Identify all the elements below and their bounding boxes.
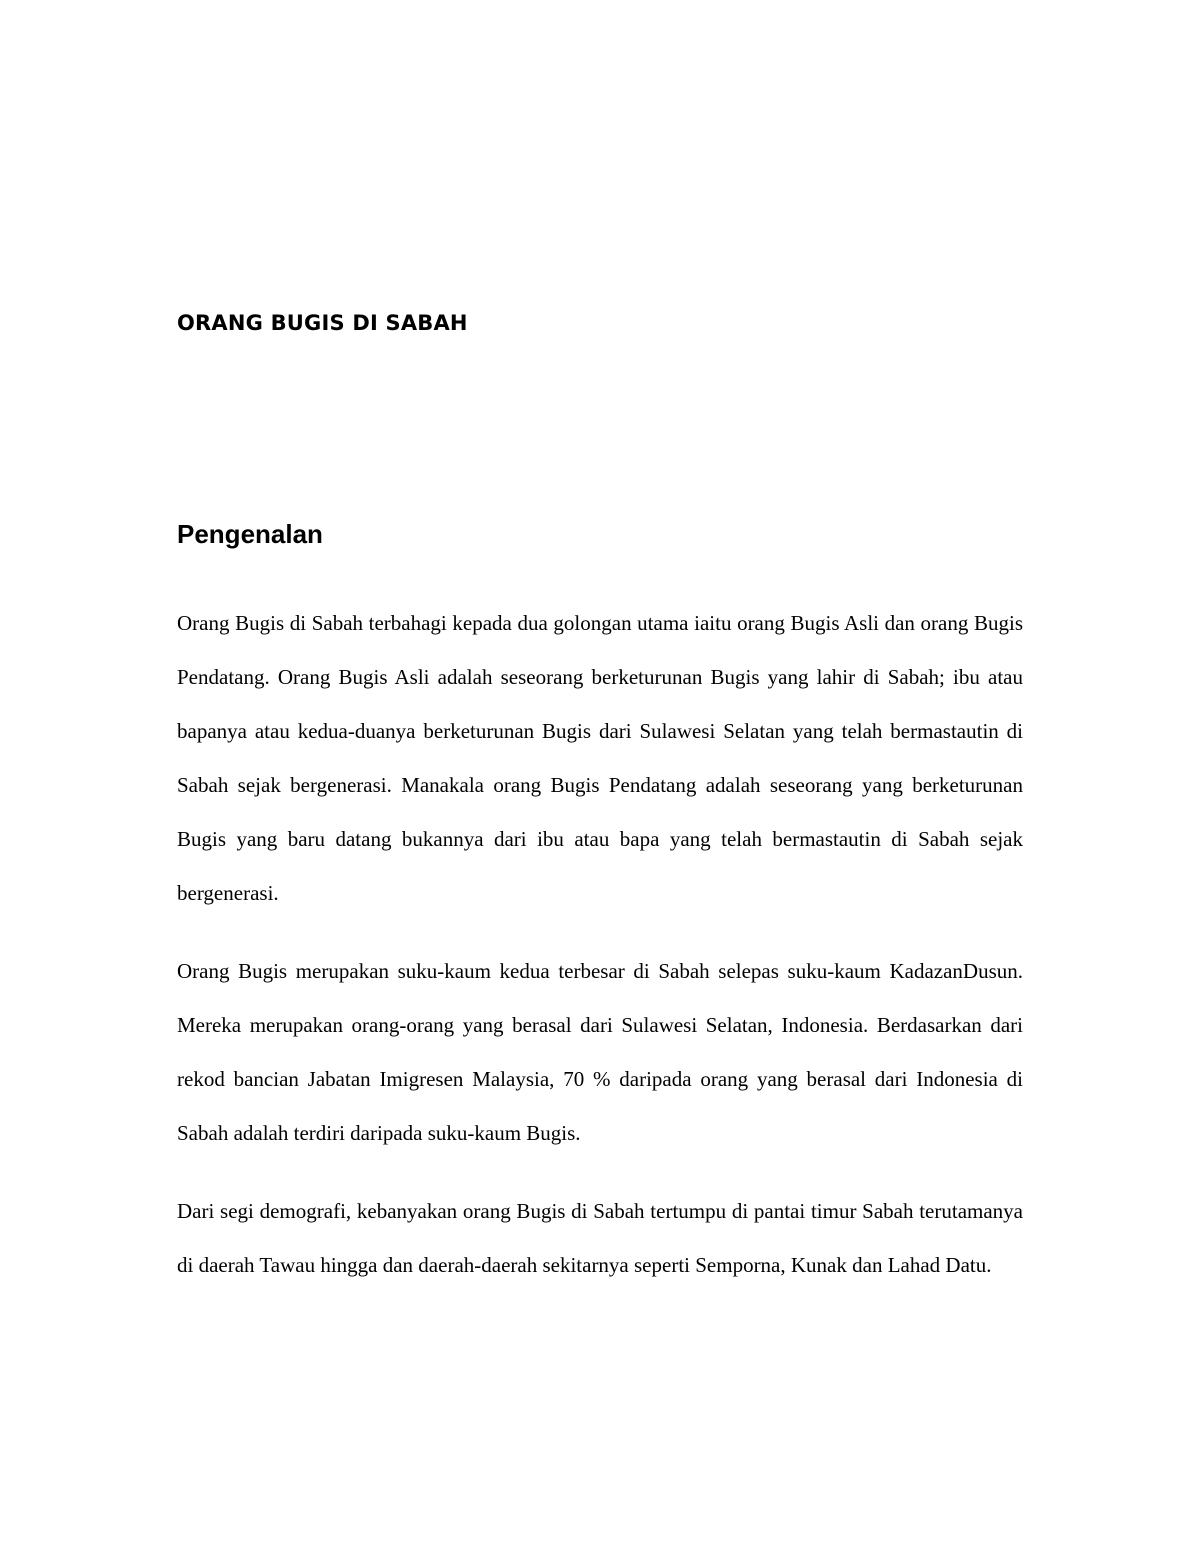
document-title: ORANG BUGIS DI SABAH [177, 311, 468, 335]
body-text [177, 596, 1023, 1316]
paragraph-3: Dari segi demografi, kebanyakan orang Bugis di Sabah tertumpu di pantai timur Sabah terutamanya di daerah Tawau hingga dan daerah-daerah sekitarnya seperti Semporna, Kunak dan Lahad Datu. [177, 1199, 1023, 1277]
section-heading: Pengenalan [177, 519, 323, 549]
paragraph-2: Orang Bugis merupakan suku-kaum kedua terbesar di Sabah selepas suku-kaum KadazanDusun. Mereka merupakan orang-orang yang berasal dari Sulawesi Selatan, Indonesia. Berdasarkan dari rekod bancian Jabatan Imigresen Malaysia, 70 % daripada orang yang berasal dari Indonesia di Sabah adalah terdiri daripada suku-kaum Bugis. [177, 959, 1023, 1145]
paragraph-1: Orang Bugis di Sabah terbahagi kepada dua golongan utama iaitu orang Bugis Asli dan orang Bugis Pendatang. Orang Bugis Asli adalah seseorang berketurunan Bugis yang lahir di Sabah; ibu atau bapanya atau kedua-duanya berketurunan Bugis dari Sulawesi Selatan yang telah bermastautin di Sabah sejak bergenerasi. Manakala orang Bugis Pendatang adalah seseorang yang berketurunan Bugis yang baru datang bukannya dari ibu atau bapa yang telah bermastautin di Sabah sejak bergenerasi. [177, 611, 1023, 905]
